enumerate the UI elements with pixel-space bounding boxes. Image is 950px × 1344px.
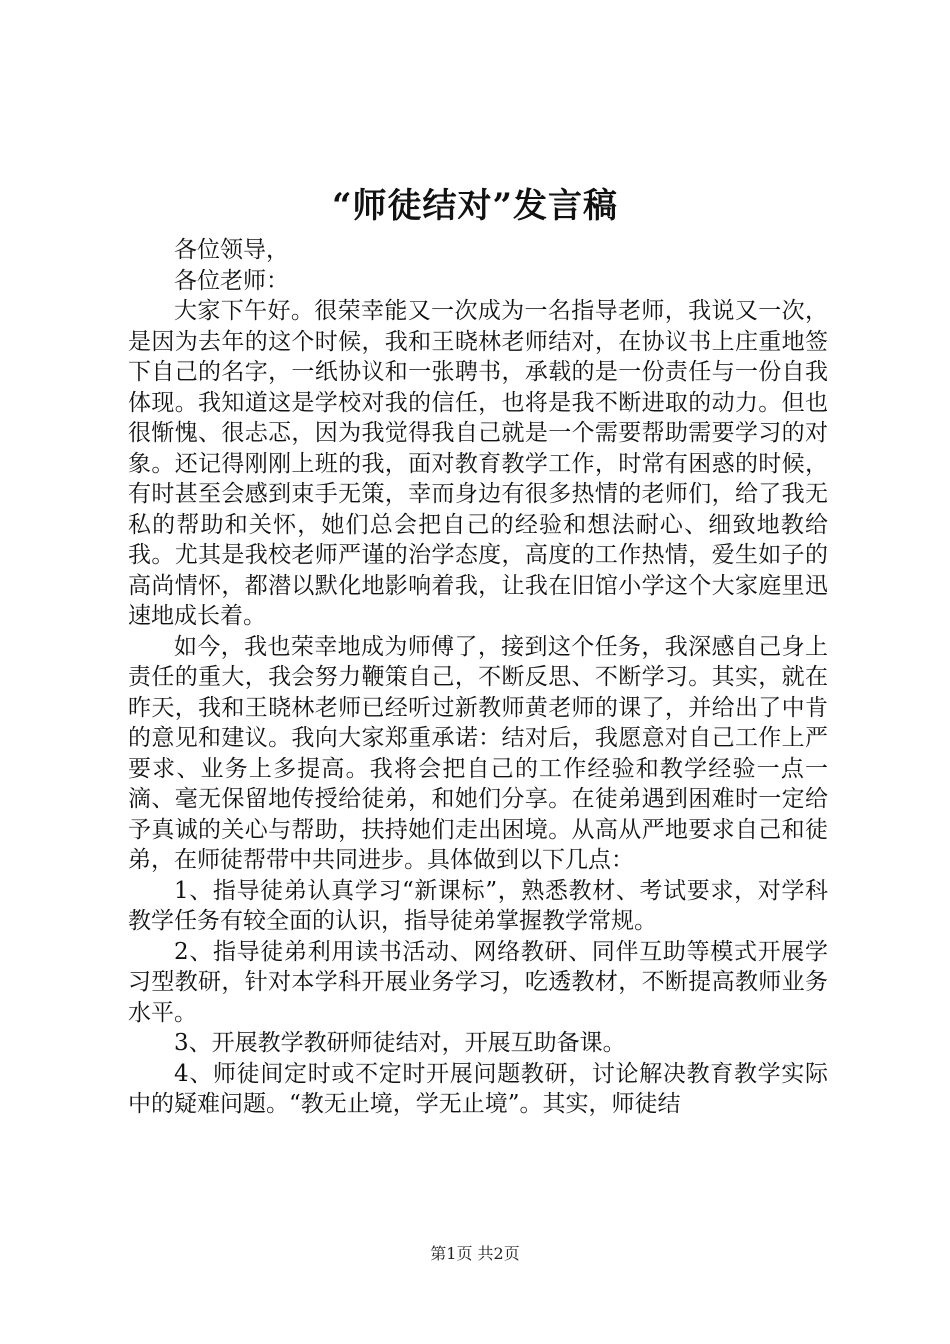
list-item-2: 2、指导徒弟利用读书活动、网络教研、同伴互助等模式开展学习型教研，针对本学科开展业务学习，吃透教材，不断提高教师业务水平。 xyxy=(128,938,828,1026)
salutation-teachers: 各位老师： xyxy=(174,267,289,294)
salutation-leaders: 各位领导， xyxy=(174,237,289,263)
paragraph-commitment: 如今，我也荣幸地成为师傅了，接到这个任务，我深感自己身上责任的重大，我会努力鞭策自己，不断反思、不断学习。其实，就在昨天，我和王晓林老师已经听过新教师黄老师的课了，并给出了中肯的意见和建议。我向大家郑重承诺：结对后，我愿意对自己工作上严要求、业务上多提高。我将会把自己的工作经验和教学经验一点一滴、毫无保留地传授给徒弟，和她们分享。在徒弟遇到困难时一定给予真诚的关心与帮助，扶持她们走出困境。从高从严地要求自己和徒弟，在师徒帮带中共同进步。具体做到以下几点： xyxy=(128,633,828,873)
document-body xyxy=(128,235,828,1120)
list-item-4: 4、师徒间定时或不定时开展问题教研，讨论解决教育教学实际中的疑难问题。“教无止境，学无止境”。其实，师徒结 xyxy=(128,1060,828,1117)
list-item-3: 3、开展教学教研师徒结对，开展互助备课。 xyxy=(174,1030,626,1056)
list-item-1: 1、指导徒弟认真学习“新课标”，熟悉教材、考试要求，对学科教学任务有较全面的认识，指导徒弟掌握教学常规。 xyxy=(128,877,828,934)
document-title: “师徒结对”发言稿 xyxy=(331,186,619,226)
paragraph-greeting: 大家下午好。很荣幸能又一次成为一名指导老师，我说又一次，是因为去年的这个时候，我和王晓林老师结对，在协议书上庄重地签下自己的名字，一纸协议和一张聘书，承载的是一份责任与一份自我体现。我知道这是学校对我的信任，也将是我不断进取的动力。但也很惭愧、很忐忑，因为我觉得我自己就是一个需要帮助需要学习的对象。还记得刚刚上班的我，面对教育教学工作，时常有困惑的时候，有时甚至会感到束手无策，幸而身边有很多热情的老师们，给了我无私的帮助和关怀，她们总会把自己的经验和想法耐心、细致地教给我。尤其是我校老师严谨的治学态度，高度的工作热情，爱生如子的高尚情怀，都潜以默化地影响着我，让我在旧馆小学这个大家庭里迅速地成长着。 xyxy=(128,298,828,629)
page-number-footer: 第1页 共2页 xyxy=(430,1244,520,1263)
